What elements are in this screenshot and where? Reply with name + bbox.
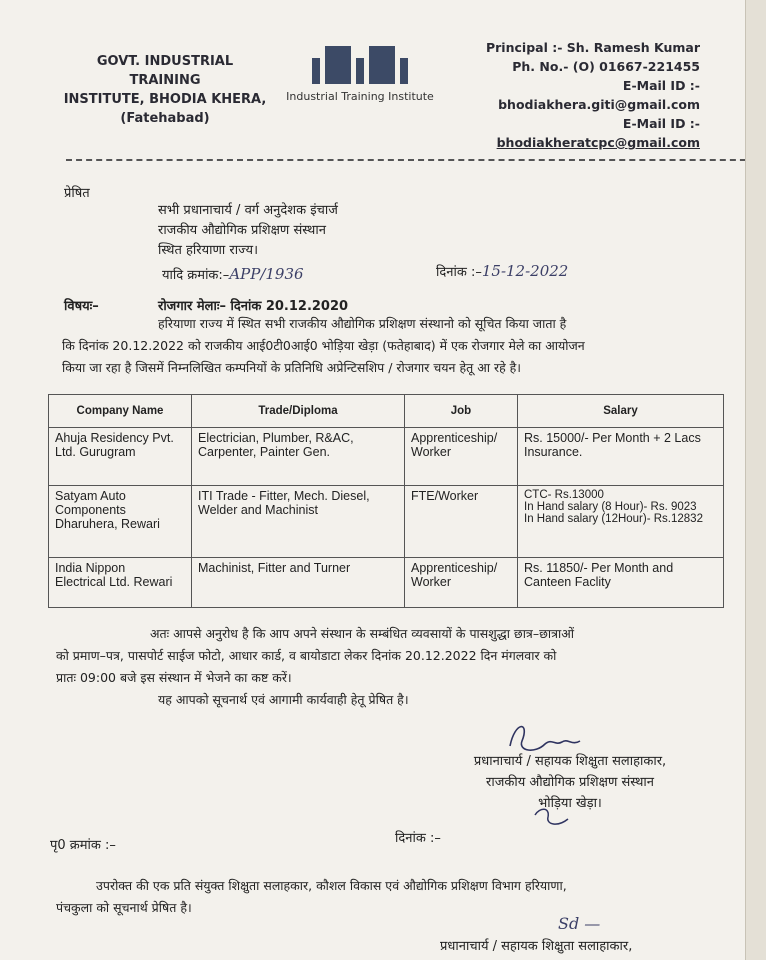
body-line: किया जा रहा है जिसमें निम्नलिखित कम्पनियों के प्रतिनिधि अप्रेन्टिसशिप / रोजगार चयन हेतू आ रहे है।	[62, 360, 522, 375]
table-row	[49, 486, 724, 558]
body-line: यह आपको सूचनार्थ एवं आगामी कार्यवाही हेतू प्रेषित है।	[158, 692, 409, 707]
iti-logo-icon	[285, 46, 435, 84]
trade-cell: ITI Trade - Fitter, Mech. Diesel, Welder and Machinist	[192, 486, 405, 558]
logo-caption: Industrial Training Institute	[286, 90, 434, 103]
salary-cell: CTC- Rs.13000 In Hand salary (8 Hour)- Rs. 9023 In Hand salary (12Hour)- Rs.12832	[518, 486, 724, 558]
copy-line-1: उपरोक्त की एक प्रति संयुक्त शिक्षुता सलाहकार, कौशल विकास एवं औद्योगिक प्रशिक्षण विभाग हरियाणा,	[96, 878, 567, 893]
body-line: को प्रमाण–पत्र, पासपोर्ट साईज फोटो, आधार कार्ड, व बायोडाटा लेकर दिनांक 20.12.2022 दिन मंगलवार को	[56, 648, 557, 663]
table-row	[49, 428, 724, 486]
principal-name: Principal :- Sh. Ramesh Kumar	[485, 40, 700, 55]
to-line-1: सभी प्रधानाचार्य / वर्ग अनुदेशक इंचार्ज	[158, 203, 338, 218]
signature-line-1: प्रधानाचार्य / सहायक शिक्षुता सलाहाकार,	[473, 754, 667, 769]
signature-line-2: राजकीय औद्योगिक प्रशिक्षण संस्थान	[486, 775, 654, 790]
body-line: अतः आपसे अनुरोध है कि आप अपने संस्थान के सम्बंधित व्यवसायों के पासशुद्धा छात्र–छात्राओं	[150, 626, 574, 641]
phone-number: Ph. No.- (O) 01667-221455	[512, 59, 700, 74]
column-header: Company Name	[49, 395, 192, 428]
trade-cell: Electrician, Plumber, R&AC, Carpenter, Painter Gen.	[192, 428, 405, 486]
email-label: E-Mail ID :-	[622, 78, 700, 93]
iti-logo	[285, 46, 435, 103]
email-address[interactable]: bhodiakhera.giti@gmail.com	[498, 97, 700, 112]
letter-date	[436, 262, 568, 280]
job-cell: Apprenticeship/ Worker	[405, 558, 518, 608]
column-header: Job	[405, 395, 518, 428]
signature-block	[430, 751, 710, 814]
job-cell: FTE/Worker	[405, 486, 518, 558]
job-cell: Apprenticeship/ Worker	[405, 428, 518, 486]
trade-cell: Machinist, Fitter and Turner	[192, 558, 405, 608]
table-row	[49, 558, 724, 608]
institute-name	[60, 52, 270, 128]
footer-date-label: दिनांक :–	[395, 831, 441, 846]
memo-value: APP/1936	[229, 265, 304, 283]
date-value: 15-12-2022	[481, 262, 569, 280]
subject-text: रोजगार मेलाः– दिनांक 20.12.2020	[158, 299, 349, 314]
companies-table	[48, 394, 724, 608]
email-line-2	[455, 114, 700, 152]
adjacent-page-edge	[745, 0, 766, 960]
header-divider	[66, 159, 756, 161]
company-cell: Ahuja Residency Pvt. Ltd. Gurugram	[49, 428, 192, 486]
to-line-3: स्थित हरियाणा राज्य।	[158, 243, 258, 258]
institute-line-2: INSTITUTE, BHODIA KHERA,	[63, 92, 267, 107]
body-line: कि दिनांक 20.12.2022 को राजकीय आई0टी0आई0 भोड़िया खेड़ा (फतेहाबाद) में एक रोजगार मेले का आयोजन	[62, 338, 585, 353]
footer-memo-label: पृ0 क्रमांक :–	[50, 838, 116, 853]
institute-line-3: (Fatehabad)	[120, 111, 210, 126]
company-cell: Satyam Auto Components Dharuhera, Rewari	[49, 486, 192, 558]
memo-number	[162, 265, 304, 283]
email-line-1	[455, 76, 700, 114]
salary-cell: Rs. 11850/- Per Month and Canteen Faclity	[518, 558, 724, 608]
company-cell: India Nippon Electrical Ltd. Rewari	[49, 558, 192, 608]
column-header: Trade/Diploma	[192, 395, 405, 428]
email-label: E-Mail ID :-	[622, 116, 700, 131]
date-label: दिनांक :–	[436, 265, 482, 280]
signature-line-3: भोड़िया खेड़ा।	[538, 796, 602, 811]
salary-cell: Rs. 15000/- Per Month + 2 Lacs Insurance.	[518, 428, 724, 486]
to-line-2: राजकीय औद्योगिक प्रशिक्षण संस्थान	[158, 223, 326, 238]
footer-signature-line: प्रधानाचार्य / सहायक शिक्षुता सलाहाकार,	[440, 939, 633, 954]
to-label: प्रेषित	[64, 186, 90, 201]
table-header-row	[49, 395, 724, 428]
contact-block	[455, 38, 700, 152]
subject-label: विषयः–	[64, 299, 99, 314]
body-line: प्रातः 09:00 बजे इस संस्थान में भेजने का कष्ट करें।	[56, 670, 292, 685]
sd-mark: Sd —	[558, 914, 601, 933]
email-address[interactable]: bhodiakheratcpc@gmail.com	[496, 135, 700, 150]
column-header: Salary	[518, 395, 724, 428]
memo-label: यादि क्रमांक:–	[162, 268, 230, 283]
institute-line-1: GOVT. INDUSTRIAL TRAINING	[96, 54, 234, 88]
body-line: हरियाणा राज्य में स्थित सभी राजकीय औद्योगिक प्रशिक्षण संस्थानो को सूचित किया जाता है	[158, 316, 567, 331]
copy-line-2: पंचकुला को सूचनार्थ प्रेषित है।	[56, 900, 192, 915]
